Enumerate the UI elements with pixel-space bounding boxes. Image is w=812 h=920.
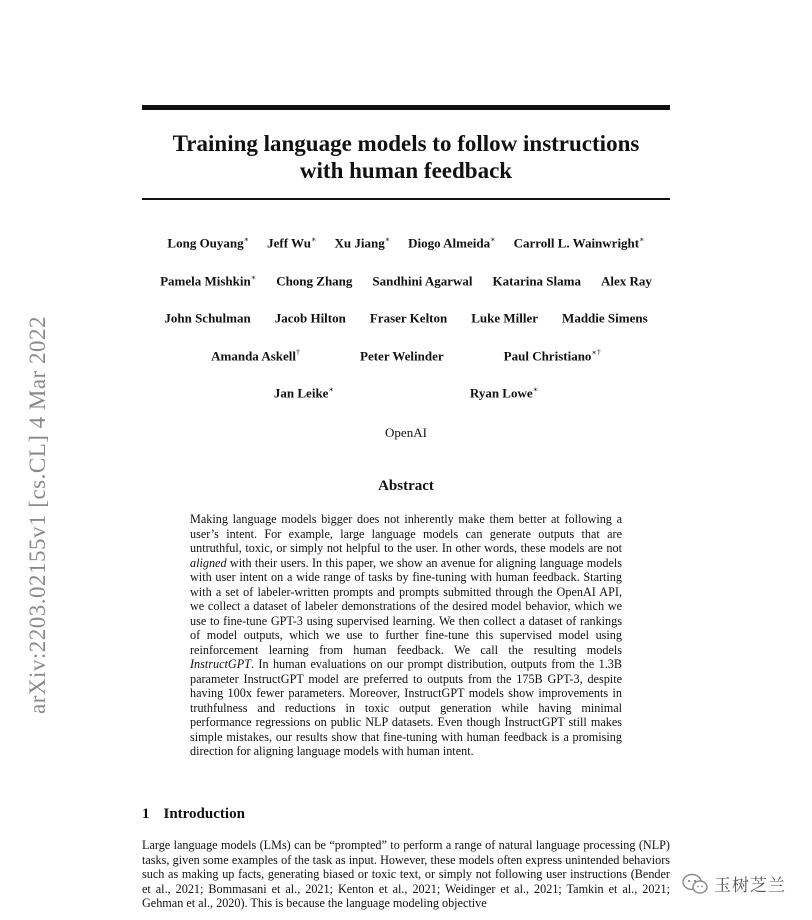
author: Ryan Lowe∗	[469, 385, 539, 401]
author: Maddie Simens	[562, 310, 648, 326]
title-bottom-rule	[142, 198, 670, 200]
emphasis-aligned: aligned	[190, 555, 227, 570]
emphasis-instructgpt: InstructGPT	[190, 657, 251, 671]
author-row	[142, 273, 670, 311]
author: Katarina Slama	[492, 272, 581, 288]
author: Chong Zhang	[276, 272, 353, 288]
author-list	[142, 235, 670, 423]
author-row	[142, 348, 670, 386]
author: Alex Ray	[600, 272, 652, 288]
author: Xu Jiang∗	[334, 235, 391, 251]
author: Sandhini Agarwal	[372, 272, 473, 288]
affiliation: OpenAI	[385, 425, 427, 440]
paper-title	[142, 130, 670, 184]
abstract-heading: Abstract	[378, 478, 434, 494]
author: Pamela Mishkin∗	[160, 272, 257, 288]
author-row	[142, 235, 670, 273]
author: Long Ouyang∗	[167, 235, 250, 251]
author: Fraser Kelton	[369, 310, 448, 326]
abstract-body: Making language models bigger does not inherently make them better at following a user’s intent. For example, large language models can generate outputs that are untruthful, toxic, or simply not helpful to the user. In other words, these models are not aligned with their users. In this paper, we show an avenue for aligning language models with user intent on a wide range of tasks by fine-tuning with human feedback. Starting with a set of labeler-written prompts and prompts submitted through the OpenAI API, we collect a dataset of labeler demonstrations of the desired model behavior, which we use to fine-tune GPT-3 using supervised learning. We then collect a dataset of rankings of model outputs, which we use to further fine-tune this supervised model using reinforcement learning from human feedback. We call the resulting models InstructGPT. In human evaluations on our prompt distribution, outputs from the 1.3B parameter InstructGPT model are preferred to outputs from the 175B GPT-3, despite having 100x fewer parameters. Moreover, InstructGPT models show improvements in truthfulness and reductions in toxic output generation while having minimal performance regressions on public NLP datasets. Even though InstructGPT still makes simple mistakes, our results show that fine-tuning with human feedback is a promising direction for aligning language models with human intent.	[190, 512, 622, 758]
wechat-icon	[682, 873, 708, 895]
introduction-text: Large language models (LMs) can be “prompted” to perform a range of natural language processing (NLP) tasks, given some examples of the task as input. However, these models often express unintended behaviors such as making up facts, generating biased or toxic text, or simply not following user instructions (Bender et al., 2021; Bommasani et al., 2021; Kenton et al., 2021; Weidinger et al., 2021; Tamkin et al., 2021; Gehman et al., 2020). This is because the language modeling objective	[142, 838, 670, 910]
section-title: Introduction	[163, 806, 245, 822]
author: Diogo Almeida∗	[408, 235, 496, 251]
author-row	[142, 310, 670, 348]
author: Paul Christiano∗†	[503, 347, 601, 363]
section-number: 1	[142, 806, 150, 822]
title-top-rule	[142, 105, 670, 110]
author: Jan Leike∗	[273, 385, 334, 401]
section-heading	[142, 806, 245, 823]
watermark-text: 玉树芝兰	[714, 876, 786, 896]
author: Luke Miller	[471, 310, 539, 326]
author: John Schulman	[164, 310, 251, 326]
title-line-1: Training language models to follow instructions	[172, 131, 640, 156]
author: Jeff Wu∗	[267, 235, 317, 251]
author: Amanda Askell†	[211, 347, 301, 363]
author: Carroll L. Wainwright∗	[513, 235, 645, 251]
watermark	[678, 869, 790, 898]
author: Peter Welinder	[360, 347, 444, 363]
author-row	[142, 385, 670, 423]
author: Jacob Hilton	[274, 310, 346, 326]
arxiv-identifier: arXiv:2203.02155v1 [cs.CL] 4 Mar 2022	[25, 316, 50, 714]
title-line-2: with human feedback	[299, 158, 513, 183]
